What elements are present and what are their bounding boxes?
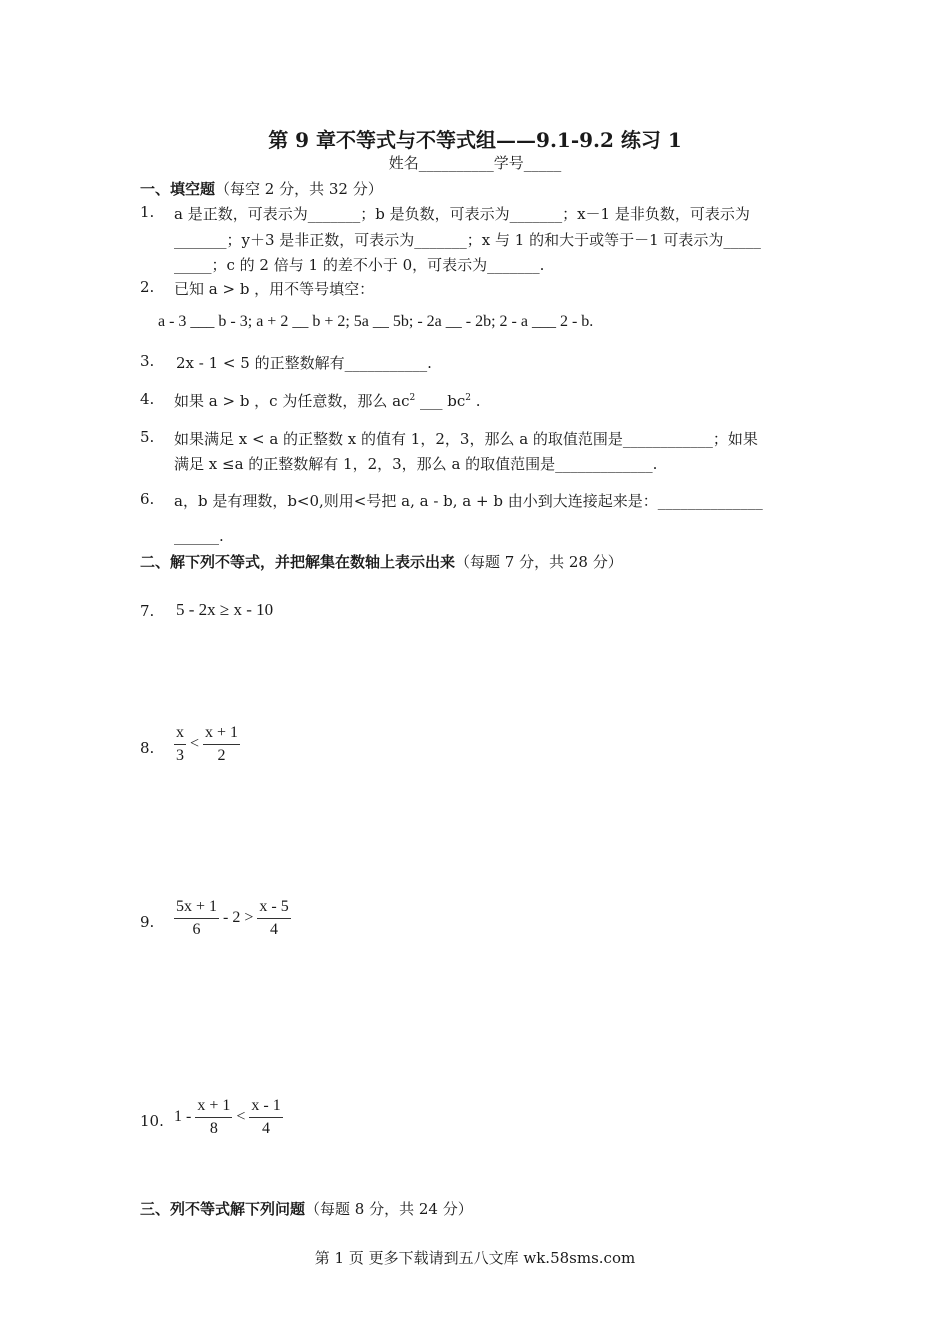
section-2-note: （每题 7 分，共 28 分） [455,553,623,571]
q8-inequality [174,724,240,765]
q4-number: 4. [140,390,155,408]
q8-number: 8. [140,739,155,757]
section-3-note: （每题 8 分，共 24 分） [305,1200,473,1218]
q7-inequality: 5 - 2x ≥ x - 10 [176,600,274,619]
q6-line-2: ______. [174,527,224,545]
q9-middle: - 2 > [223,909,254,927]
q10-lhs-numerator: x + 1 [195,1097,232,1118]
q10-rhs-numerator: x - 1 [249,1097,282,1118]
q3-text: 2x - 1 < 5 的正整数解有___________. [176,354,432,372]
page-footer: 第 1 页 更多下载请到五八文库 wk.58sms.com [314,1249,636,1267]
section-1-note: （每空 2 分，共 32 分） [215,180,383,198]
q9-number: 9. [140,913,155,931]
q2-comparisons: a - 3 ___ b - 3; a + 2 __ b + 2; 5a __ 5b; - 2a __ - 2b; 2 - a ___ 2 - b. [158,313,594,330]
section-2-title: 二、解下列不等式，并把解集在数轴上表示出来 [140,553,456,571]
q1-line-2: _______；y＋3 是非正数，可表示为_______；x 与 1 的和大于或等于－1 可表示为_____ [174,231,761,249]
q1-number: 1. [140,203,155,221]
q10-number: 10. [140,1112,164,1130]
q8-rhs-numerator: x + 1 [203,724,240,745]
q10-operator: < [236,1108,246,1126]
q9-inequality [174,898,291,939]
q2-number: 2. [140,278,155,296]
q2-line-1: 已知 a > b ，用不等号填空： [174,280,375,298]
q4-exponent-2: 2 [465,393,471,403]
q4-part-b: ___ bc [415,392,466,410]
q10-rhs-denominator: 4 [262,1120,271,1137]
q9-lhs-numerator: 5x + 1 [174,898,219,919]
q8-lhs-denominator: 3 [176,747,184,764]
q3-number: 3. [140,352,155,370]
q6-line-1: a，b 是有理数，b<0,则用<号把 a, a - b, a + b 由小到大连接起来是：______________ [174,492,763,510]
q10-prefix: 1 - [174,1108,192,1126]
q7-number: 7. [140,602,155,620]
section-3-heading [140,1198,473,1219]
section-2-heading [140,551,623,572]
q6-number: 6. [140,490,155,508]
q1-line-1: a 是正数，可表示为_______；b 是负数，可表示为_______；x－1 是非负数，可表示为 [174,205,750,223]
q8-lhs-numerator: x [174,724,186,745]
page-title: 第 9 章不等式与不等式组——9.1-9.2 练习 1 [268,128,682,152]
q5-number: 5. [140,428,155,446]
q9-rhs-numerator: x - 5 [257,898,290,919]
q10-inequality [174,1097,283,1138]
section-3-title: 三、列不等式解下列问题 [140,1200,306,1218]
q5-line-2: 满足 x ≤a 的正整数解有 1，2，3，那么 a 的取值范围是_____________. [174,455,658,473]
section-1-title: 一、填空题 [140,180,216,198]
name-student-id-line: 姓名__________学号_____ [388,154,562,172]
q4-exponent-1: 2 [409,393,416,403]
q8-rhs-denominator: 2 [217,747,226,764]
q10-lhs-denominator: 8 [209,1120,218,1137]
q8-operator: < [190,735,200,753]
q4-part-c: . [470,392,481,410]
q1-line-3: _____；c 的 2 倍与 1 的差不小于 0，可表示为_______. [174,256,545,274]
q5-line-1: 如果满足 x < a 的正整数 x 的值有 1，2，3，那么 a 的取值范围是____________；如果 [174,430,758,448]
q4-part-a: 如果 a > b ，c 为任意数，那么 ac [174,392,410,410]
q9-lhs-denominator: 6 [192,921,201,938]
q9-rhs-denominator: 4 [270,921,279,938]
section-1-heading [140,178,383,199]
q4-text [174,390,481,411]
